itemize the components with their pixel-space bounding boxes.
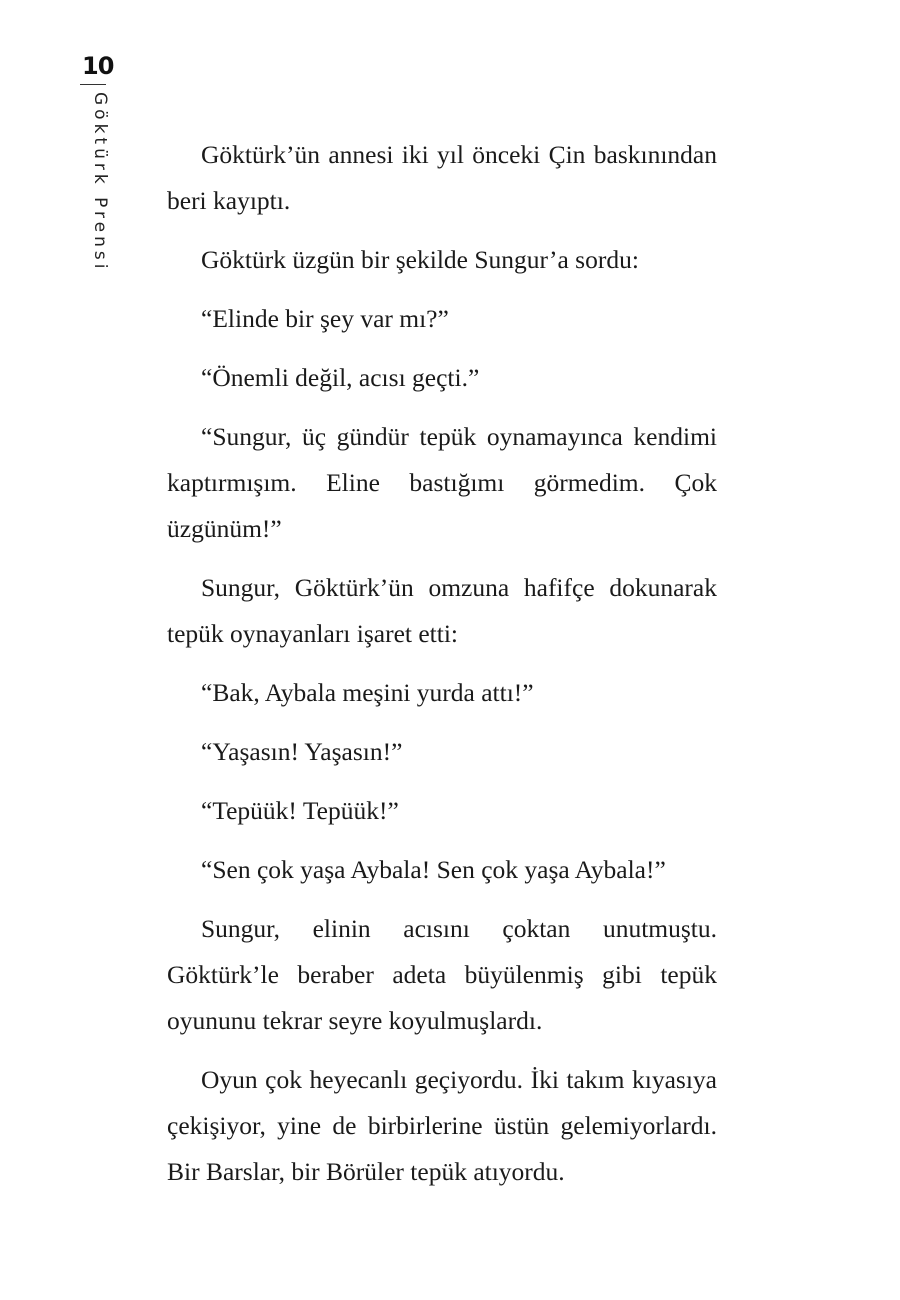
running-title: Göktürk Prensi bbox=[90, 92, 110, 273]
paragraph: Oyun çok heyecanlı geçiyordu. İki takım kıyasıya çekişiyor, yine de birbirlerine üstün gelemiyorlardı. Bir Barslar, bir Börüler tepük atıyordu. bbox=[167, 1065, 717, 1186]
page-number: 10 bbox=[82, 52, 114, 80]
paragraph: “Bak, Aybala meşini yurda attı!” bbox=[201, 678, 534, 707]
paragraph: Göktürk üzgün bir şekilde Sungur’a sordu: bbox=[201, 245, 639, 274]
header-divider bbox=[80, 84, 106, 85]
paragraph: Sungur, Göktürk’ün omzuna hafifçe dokunarak tepük oynayanları işaret etti: bbox=[167, 573, 717, 648]
paragraph: “Önemli değil, acısı geçti.” bbox=[201, 363, 480, 392]
paragraph: “Sungur, üç gündür tepük oynamayınca kendimi kaptırmışım. Eline bastığımı görmedim. Çok üzgünüm!” bbox=[167, 422, 717, 543]
paragraph: “Tepüük! Tepüük!” bbox=[201, 796, 399, 825]
paragraph: Sungur, elinin acısını çoktan unutmuştu. Göktürk’le beraber adeta büyülenmiş gibi tepük oyununu tekrar seyre koyulmuşlardı. bbox=[167, 914, 717, 1035]
paragraph: Göktürk’ün annesi iki yıl önceki Çin baskınından beri kayıptı. bbox=[167, 140, 717, 215]
paragraph: “Yaşasın! Yaşasın!” bbox=[201, 737, 403, 766]
paragraph: “Elinde bir şey var mı?” bbox=[201, 304, 449, 333]
paragraph: “Sen çok yaşa Aybala! Sen çok yaşa Aybala!” bbox=[201, 855, 666, 884]
body-text bbox=[167, 132, 717, 1208]
